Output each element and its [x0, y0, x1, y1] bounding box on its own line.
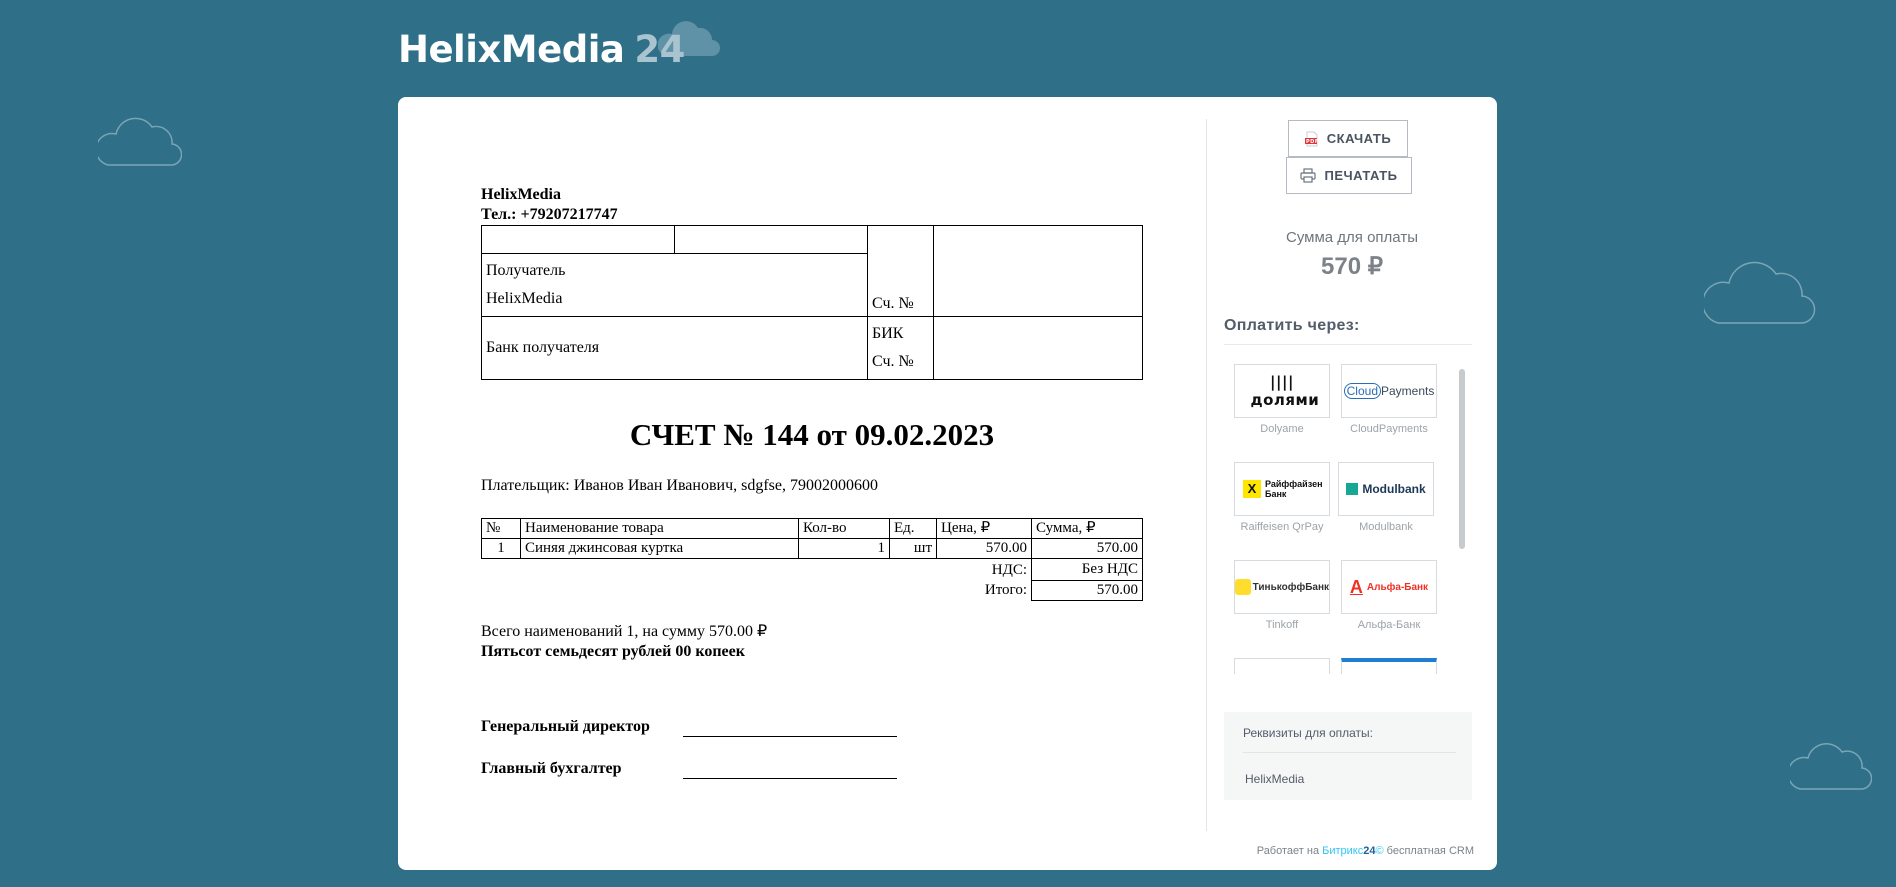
pdf-icon: [1305, 131, 1319, 147]
print-label: ПЕЧАТАТЬ: [1324, 168, 1398, 183]
row-number: 1: [482, 539, 521, 559]
bitrix-brand-num: 24: [1363, 845, 1376, 857]
vat-label: НДС:: [991, 562, 1027, 578]
svg-text:PDF: PDF: [1305, 138, 1319, 145]
signature-label: Главный бухгалтер: [481, 759, 622, 777]
table-row: [482, 539, 1143, 559]
payment-method-name: Dolyame: [1260, 423, 1304, 435]
brand-logo: [398, 28, 685, 71]
panel-divider: [1206, 119, 1207, 831]
modulbank-logo: [1338, 462, 1434, 516]
items-header-row: [482, 519, 1143, 539]
raiffeisen-logo: X Райффайзен Банк: [1234, 462, 1330, 516]
col-header: Кол-во: [799, 519, 890, 539]
payment-method-partial[interactable]: [1234, 658, 1330, 674]
payment-method-name: CloudPayments: [1350, 423, 1428, 435]
pay-title: Оплатить через:: [1224, 317, 1360, 334]
account-label: Сч. №: [868, 226, 934, 317]
footer: [1224, 845, 1474, 857]
account-value: [934, 226, 1143, 317]
payment-method-modulbank[interactable]: [1338, 462, 1434, 533]
vat-row: [482, 559, 1143, 581]
invoice-card: [398, 97, 1497, 870]
payment-method-raiffeisen[interactable]: [1234, 462, 1330, 533]
bik-cell: [868, 317, 934, 380]
totals-summary: [481, 622, 1143, 662]
bitrix-brand: Битрикс: [1322, 845, 1364, 857]
col-header: №: [482, 519, 521, 539]
seller-phone: Тел.: +79207217747: [481, 206, 618, 223]
alfabank-logo-text: Альфа-Банк: [1366, 581, 1429, 593]
row-qty: 1: [799, 539, 890, 559]
signature-accountant: [481, 760, 1143, 802]
sum-value: 570 ₽: [1321, 253, 1383, 280]
bitrix-link[interactable]: Битрикс24©: [1322, 845, 1384, 857]
bank-cell-empty: [482, 226, 675, 254]
alfabank-logo: A Альфа-Банк: [1341, 560, 1437, 614]
recipient-cell: [482, 254, 868, 317]
tinkoff-logo-text: ТинькоффБанк: [1252, 581, 1329, 593]
items-summary: Всего наименований 1, на сумму 570.00 ₽: [481, 622, 768, 640]
requisites-label: Реквизиты для оплаты:: [1243, 726, 1374, 740]
payment-method-tinkoff[interactable]: [1234, 560, 1330, 631]
total-value: 570.00: [1032, 580, 1143, 600]
brand-name: HelixMedia: [398, 28, 625, 71]
modulbank-logo-text: Modulbank: [1362, 482, 1426, 496]
col-header: Ед.: [890, 519, 937, 539]
download-button[interactable]: [1288, 120, 1408, 157]
total-row: [482, 580, 1143, 600]
download-label: СКАЧАТЬ: [1326, 131, 1392, 146]
payment-method-partial[interactable]: [1341, 658, 1437, 674]
items-table: [481, 518, 1143, 601]
signature-line: [683, 736, 897, 737]
dolyame-logo: |||| долями: [1234, 364, 1330, 418]
cloudpayments-logo-text: Payments: [1381, 384, 1435, 398]
payment-methods-list: [1224, 362, 1472, 674]
printer-icon: [1300, 168, 1316, 183]
signature-label: Генеральный директор: [481, 717, 650, 735]
sum-label: Сумма для оплаты: [1286, 229, 1418, 246]
raiffeisen-logo-text: Райффайзен Банк: [1265, 479, 1323, 499]
signature-line: [683, 778, 897, 779]
row-name: Синяя джинсовая куртка: [521, 539, 799, 559]
cloud-icon: [1790, 736, 1872, 792]
account-label-2: Сч. №: [872, 353, 914, 370]
bank-details-table: [481, 225, 1143, 380]
footer-prefix: Работает на: [1256, 845, 1320, 857]
cloud-icon: [1704, 254, 1816, 326]
payment-method-name: Raiffeisen QrPay: [1240, 521, 1324, 533]
bik-value: [934, 317, 1143, 380]
payment-panel: [1224, 97, 1480, 870]
recipient-name: HelixMedia: [486, 290, 563, 307]
payment-list-scrollbar[interactable]: [1459, 369, 1465, 549]
tinkoff-logo: [1234, 560, 1330, 614]
payment-logo: [1234, 658, 1330, 674]
col-header: Наименование товара: [521, 519, 799, 539]
payment-method-name: Tinkoff: [1265, 619, 1299, 631]
footer-suffix: бесплатная CRM: [1386, 845, 1474, 857]
payment-method-name: Modulbank: [1359, 521, 1413, 533]
amount-in-words: Пятьсот семьдесят рублей 00 копеек: [481, 642, 745, 660]
dolyame-logo-text: долями: [1250, 391, 1320, 409]
seller-name: HelixMedia: [481, 186, 561, 203]
payer-info: Плательщик: Иванов Иван Иванович, sdgfse, 79002000600: [481, 477, 878, 494]
payment-method-dolyame[interactable]: [1234, 364, 1330, 435]
cloudpayments-logo: [1341, 364, 1437, 418]
invoice-document: [481, 185, 1143, 802]
requisites-block: [1224, 712, 1472, 800]
cloudpayments-logo-prefix: Cloud: [1344, 383, 1381, 399]
bik-label: БИК: [872, 325, 904, 342]
bank-name-label: Банк получателя: [482, 317, 868, 380]
requisites-value: HelixMedia: [1245, 772, 1305, 786]
row-unit: шт: [890, 539, 937, 559]
vat-value: Без НДС: [1032, 559, 1143, 581]
cloud-icon: [98, 112, 182, 168]
signature-director: [481, 718, 1143, 760]
row-sum: 570.00: [1032, 539, 1143, 559]
total-label: Итого:: [984, 581, 1027, 598]
col-header: Сумма, ₽: [1032, 519, 1143, 539]
bank-cell-empty: [675, 226, 868, 254]
payment-method-alfabank[interactable]: [1341, 560, 1437, 631]
brand-number: 24: [634, 28, 685, 71]
payment-logo: [1341, 658, 1437, 674]
requisites-divider: [1243, 752, 1456, 753]
seller-block: [481, 185, 1143, 225]
row-price: 570.00: [937, 539, 1032, 559]
payment-method-cloudpayments[interactable]: [1341, 364, 1437, 435]
recipient-label: Получатель: [486, 262, 566, 279]
col-header: Цена, ₽: [937, 519, 1032, 539]
payment-method-name: Альфа-Банк: [1357, 619, 1421, 631]
print-button[interactable]: [1286, 157, 1412, 194]
pay-divider: [1224, 344, 1472, 345]
invoice-title: СЧЕТ № 144 от 09.02.2023: [629, 417, 995, 452]
